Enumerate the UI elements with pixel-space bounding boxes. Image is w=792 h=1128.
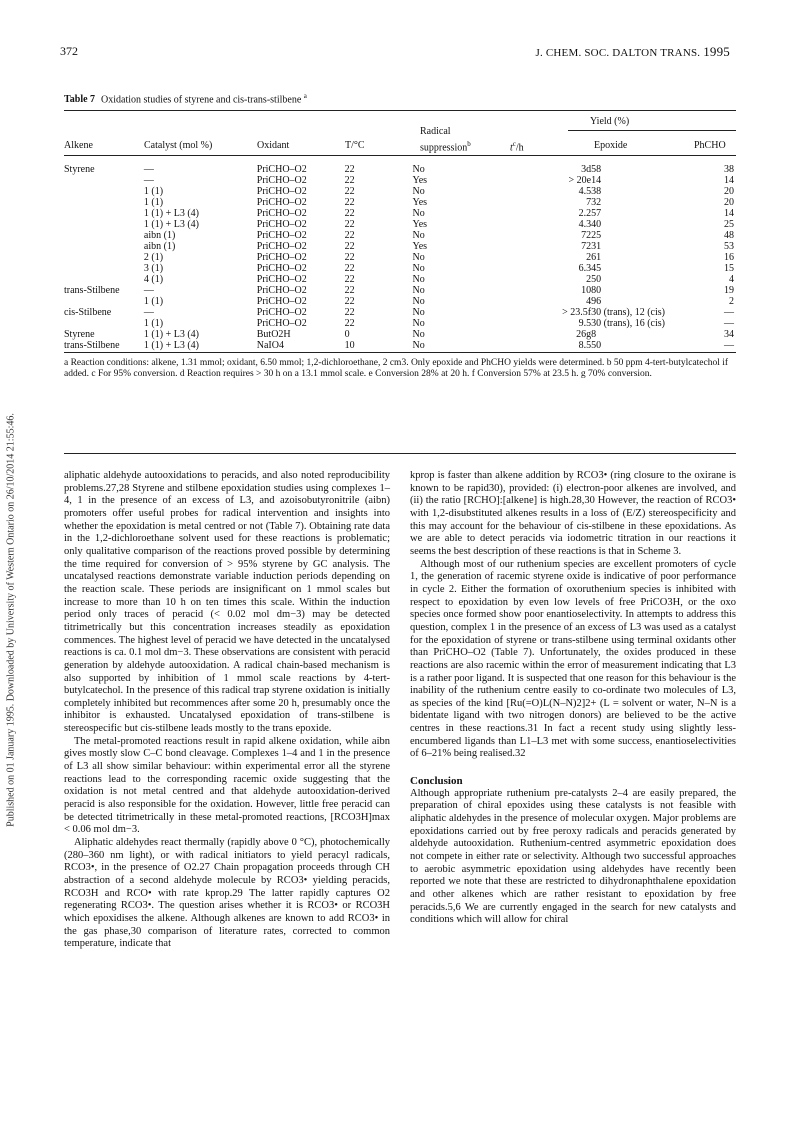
table-cell: — xyxy=(724,318,734,329)
table-cell: 22 xyxy=(344,318,355,329)
table-cell: No xyxy=(412,329,425,340)
table-cell: 22 xyxy=(344,219,355,230)
table-cell: PriCHO–O2 xyxy=(256,285,307,296)
conclusion-paragraph: Although appropriate ruthenium pre-catalysts 2–4 are easily prepared, the preparation of chiral epoxides using these catalysts is not feasible with aliphatic aldehydes in the presence of molecular oxygen. Major problems are epoxidations carried out by free peroxy radicals and peracids generated by aldehyde autooxidation. Ruthenium-centred asymmetric epoxidation does not compete in either rate or selectivity. Although two successful approaches to aerobic asymmetric epoxidation using aldehydes have recently been reported we note that these are restricted to dihydronaphthalene epoxidation and other alkenes which are rather resistant to epoxidation by free peracids.5,6 We are currently engaged in the search for new catalysts and conditions which will allow for chiral xyxy=(410,787,736,926)
table-cell: 31 xyxy=(591,241,602,252)
table-cell: PriCHO–O2 xyxy=(256,318,307,329)
table-cell: 14 xyxy=(591,175,602,186)
journal-year: 1995 xyxy=(703,44,730,59)
table-cell: 22 xyxy=(344,230,355,241)
table-cell: 20 xyxy=(724,197,734,208)
table-cell: 2 xyxy=(586,252,592,263)
conclusion-heading: Conclusion xyxy=(410,775,463,788)
table-cell: Styrene xyxy=(64,329,95,340)
table-cell: trans-Stilbene xyxy=(64,340,120,351)
table-cell: PriCHO–O2 xyxy=(256,219,307,230)
table-cell: No xyxy=(412,296,425,307)
table-row xyxy=(64,219,734,230)
col-header-temperature: T/°C xyxy=(345,140,365,151)
table-cell: No xyxy=(412,263,425,274)
table-cell: 8.5 xyxy=(578,340,592,351)
table-cell: 50 xyxy=(591,274,602,285)
table-cell: No xyxy=(412,186,425,197)
table-cell: 6.3 xyxy=(578,263,592,274)
table-cell: 8 xyxy=(591,329,597,340)
table-cell xyxy=(64,219,144,230)
table-cell: PriCHO–O2 xyxy=(256,307,307,318)
col-header-epoxide: Epoxide xyxy=(594,140,628,151)
table-cell: 45 xyxy=(591,263,602,274)
table-cell: PriCHO–O2 xyxy=(256,208,307,219)
table-cell: — xyxy=(143,285,154,296)
table-cell: — xyxy=(143,164,154,175)
table-row xyxy=(64,307,734,318)
yield-rule xyxy=(568,130,736,131)
table-row xyxy=(64,175,734,186)
table-cell: 7 xyxy=(586,197,592,208)
table-cell: — xyxy=(143,175,154,186)
table-cell: 80 xyxy=(591,285,602,296)
table-cell xyxy=(64,274,144,285)
table-cell: 22 xyxy=(344,285,355,296)
table-cell: 22 xyxy=(344,252,355,263)
table-cell: PriCHO–O2 xyxy=(256,230,307,241)
right-column xyxy=(410,470,736,927)
table-row xyxy=(64,208,734,219)
radical-header-line1: Radical xyxy=(420,126,451,137)
table-cell xyxy=(64,252,144,263)
col-header-oxidant: Oxidant xyxy=(257,140,290,151)
table-cell: 0 xyxy=(344,329,350,340)
table-row xyxy=(64,241,734,252)
table-cell: No xyxy=(412,285,425,296)
table-cell: PriCHO–O2 xyxy=(256,252,307,263)
table-row xyxy=(64,274,734,285)
table-cell: 3 (1) xyxy=(143,263,164,274)
table-cell: 25 xyxy=(591,230,602,241)
table-cell: 96 xyxy=(591,296,602,307)
table-cell: 1 (1) + L3 (4) xyxy=(143,208,199,219)
paragraph: aliphatic aldehyde autooxidations to peracids, and also noted reproducibility problems.27,28 Styrene and stilbene epoxidation studies using complexes 1–4, 1 in the presence of an excess of L3, and azoisobutyronitrile (aibn) promoters offer useful probes for radical intervention and insights into whether the epoxidation is metal centred or not (Table 7). Obtaining rate data in the 1,2-dichloroethane solvent used for these reactions is problematic; only qualitative comparison of the reactions proved possible by determining the time required for conversion of > 95% styrene by GC analysis. The uncatalysed reactions demonstrate variable induction periods depending on the reaction scale. These periods are insignificant on 1 mmol scales but increase to more than 10 h on ten times this scale. Within the induction period only traces of peracid (< 0.02 mol dm−3) may be detected titrimetrically but this concentration increases steadily as epoxidation commences. The highest level of peracid we have detected in the uncatalysed reactions is ca. 0.1 mol dm−3. These observations are consistent with peracid generation by aldehyde autooxidation. A radical chain-based mechanism is also supported by inhibition of 1 mmol scale reactions by 4-tert-butylcatechol. In the presence of this radical trap styrene oxidation is initially completely inhibited but recommences after some 20 h, presumably once the inhibitor is exhausted. Uncatalysed epoxidation of trans-stilbene is stereospecific but cis-stilbene leads mostly to the trans epoxide. xyxy=(64,470,390,735)
table-cell: 14 xyxy=(724,175,734,186)
table-cell: — xyxy=(724,307,734,318)
table-cell: trans-Stilbene xyxy=(64,285,120,296)
table-cell: 22 xyxy=(344,263,355,274)
table-cell: 22 xyxy=(344,186,355,197)
table-cell: 30 (trans), 16 (cis) xyxy=(591,318,665,329)
table-cell: cis-Stilbene xyxy=(64,307,112,318)
table-cell: — xyxy=(724,340,734,351)
table-cell: 48 xyxy=(724,230,734,241)
table-cell: No xyxy=(412,318,425,329)
table-row xyxy=(64,318,734,329)
table-cell: 38 xyxy=(591,186,602,197)
table-cell: 26g xyxy=(576,329,592,340)
table-cell: 1 (1) xyxy=(143,197,164,208)
table-cell: > 23.5f xyxy=(562,307,592,318)
table-cell: Yes xyxy=(412,197,428,208)
table-cell: 22 xyxy=(344,175,355,186)
table-cell: 1 (1) + L3 (4) xyxy=(143,219,199,230)
paragraph: Although most of our ruthenium species are excellent promoters of cycle 1, the generation of racemic styrene oxide is indicative of poor performance in cycle 2. Either the formation of oxoruthenium species is inhibited with respect to epoxidation by even low levels of free PriCO3H, or the oxo species once formed show poor enantioselectivity. In attempts to address this question, complex 1 in the presence of an excess of L3 was used as a catalyst for the epoxidation of styrene or trans-stilbene using terminal oxidants other than PriCHO–O2 (Table 7). Unfortunately, the oxides produced in these reactions are also racemic within the error of measurement indicating that L3 is a rather poor ligand. It is suspected that one reason for this behaviour is the inability of the ruthenium centre easily to co-ordinate two molecules of L3, as species of the kind [Ru(=O)L(N–N)2]2+ (L = solvent or water, N–N is a bidentate ligand with two nitrogen donors) are believed to be the active centres in these reactions.31 In fact a recent study using slightly less-encumbered ligands than L1–L3 met with some success, enantioselectivities of 6–21% being realised.32 xyxy=(410,558,736,760)
table-cell: 1 (1) xyxy=(143,296,164,307)
table-row xyxy=(64,296,734,307)
table-cell: 30 (trans), 12 (cis) xyxy=(591,307,665,318)
journal-name: J. CHEM. SOC. DALTON TRANS. 1995 xyxy=(535,44,730,59)
table-cell: 2 (1) xyxy=(143,252,164,263)
table-cell: ButO2H xyxy=(256,329,291,340)
table-label: Table 7 xyxy=(64,94,96,106)
col-header-alkene: Alkene xyxy=(64,140,93,151)
table-cell: No xyxy=(412,340,425,351)
table-row xyxy=(64,230,734,241)
table-cell: 1 (1) + L3 (4) xyxy=(143,329,199,340)
table-cell: PriCHO–O2 xyxy=(256,164,307,175)
table-footnote: a Reaction conditions: alkene, 1.31 mmol; oxidant, 6.50 mmol; 1,2-dichloroethane, 2 cm3. Only epoxide and PhCHO yields were determined. b 50 ppm 4-tert-butylcatechol if added. c For 95% conversion. d Reaction requires > 30 h on a 13.1 mmol scale. e Conversion 28% at 20 h. f Conversion 57% at 23.5 h. g 70% conversion. xyxy=(64,358,729,379)
table-cell: 2 xyxy=(729,296,734,307)
table-row xyxy=(64,263,734,274)
col-header-catalyst: Catalyst (mol %) xyxy=(144,140,213,151)
table-row xyxy=(64,329,734,340)
table-cell: 16 xyxy=(724,252,734,263)
table-row xyxy=(64,340,734,351)
download-watermark: Published on 01 January 1995. Downloaded by University of Western Ontario on 26/10/2014 21:55:46. xyxy=(5,413,17,827)
table-cell: 2 xyxy=(586,274,592,285)
table-cell: Yes xyxy=(412,175,428,186)
table-row xyxy=(64,186,734,197)
table-cell: 22 xyxy=(344,208,355,219)
table-cell: 4 xyxy=(729,274,734,285)
table-cell: 4 xyxy=(586,296,592,307)
table-row xyxy=(64,164,734,175)
page-header xyxy=(60,44,730,60)
table-cell: 34 xyxy=(724,329,734,340)
paragraph: Aliphatic aldehydes react thermally (rapidly above 0 °C), photochemically (280–360 nm light), or with radical initiators to yield peracyl radicals, RCO3•, in the presence of O2.27 Chain propagation proceeds through CH abstraction of a second aldehyde molecule by RCO3• yielding peracids, RCO3H and RCO• with rate kprop.29 The latter rapidly captures O2 regenerating RCO3•. The question arises whether it is RCO3• or RCO3H which epoxidises the alkene. Although alkenes are known to add RCO3• in the gas phase,30 comparison of literature rates, corrected to common temperature, indicate that xyxy=(64,837,390,950)
table-header-rule xyxy=(64,155,736,156)
table-cell: 38 xyxy=(724,164,734,175)
table-cell: 4.3 xyxy=(578,219,592,230)
table-cell xyxy=(64,263,144,274)
col-header-radical: suppression$^b$ xyxy=(420,140,471,154)
table-cell: PriCHO–O2 xyxy=(256,175,307,186)
table-cell: 50 xyxy=(591,340,602,351)
table-cell: 10 xyxy=(581,285,592,296)
paragraph: kprop is faster than alkene addition by RCO3• (ring closure to the oxirane is known to be rapid30), provided: (i) electron-poor alkenes are involved, and (ii) the ratio [RCHO]:[alkene] is high.28,30 However, the reaction of RCO3• with 1,2-disubstituted alkenes results in a loss of (E/Z) stereospecificity and this may account for the behaviour of cis-stilbene in these epoxidations. As we are able to detect peracids via iodometric titration in our reactions it seems the best description of these reactions is that in Scheme 3. xyxy=(410,470,736,557)
table-caption: Table 7 Oxidation studies of styrene and cis-trans-stilbene $^a$ xyxy=(64,92,307,106)
table-cell: 22 xyxy=(344,197,355,208)
col-header-phcho: PhCHO xyxy=(694,140,726,151)
table-cell: 1 (1) xyxy=(143,186,164,197)
table-cell: Yes xyxy=(412,241,428,252)
table-cell: No xyxy=(412,208,425,219)
table-cell: 2.2 xyxy=(578,208,592,219)
table-cell xyxy=(64,208,144,219)
table-cell: — xyxy=(143,307,154,318)
table-cell: PriCHO–O2 xyxy=(256,197,307,208)
table-cell: No xyxy=(412,274,425,285)
table-cell: No xyxy=(412,252,425,263)
table-cell xyxy=(64,186,144,197)
table-cell: aibn (1) xyxy=(143,241,176,252)
table-cell: PriCHO–O2 xyxy=(256,263,307,274)
table-cell xyxy=(64,197,144,208)
table-cell: 1 (1) xyxy=(143,318,164,329)
table-cell: 22 xyxy=(344,296,355,307)
paragraph: The metal-promoted reactions result in rapid alkene oxidation, while aibn gives mostly slow C–C bond cleavage. Complexes 1–4 and 1 in the presence of L3 all show similar behaviour: within experimental error all the styrene reactions lead to the corresponding racemic oxide suggesting that the oxidation is not metal centred and that aldehyde autooxidation-derived peracid is also responsible for the oxidation. However, little free peracid can be detected titrimetrically in these metal-promoted reactions, [RCO3H]max < 0.06 mol dm−3. xyxy=(64,735,390,836)
page-number: 372 xyxy=(60,44,78,58)
table-cell: No xyxy=(412,307,425,318)
table-cell: PriCHO–O2 xyxy=(256,241,307,252)
table-bottom-rule xyxy=(64,352,736,353)
table-cell: Styrene xyxy=(64,164,95,175)
table-cell: 14 xyxy=(724,208,734,219)
table-row xyxy=(64,197,734,208)
table-cell: PriCHO–O2 xyxy=(256,296,307,307)
table-cell: > 20e xyxy=(568,175,592,186)
table-cell xyxy=(64,318,144,329)
table-cell: No xyxy=(412,230,425,241)
table-cell: aibn (1) xyxy=(143,230,176,241)
left-column xyxy=(64,470,390,951)
table-cell: 72 xyxy=(581,230,592,241)
table-cell: 32 xyxy=(591,197,602,208)
table-cell: 61 xyxy=(591,252,602,263)
table-cell: 53 xyxy=(724,241,734,252)
table-cell xyxy=(64,241,144,252)
table-cell: Yes xyxy=(412,219,428,230)
table-cell xyxy=(64,175,144,186)
table-cell: PriCHO–O2 xyxy=(256,274,307,285)
table-cell: 22 xyxy=(344,274,355,285)
table-cell: 58 xyxy=(591,164,602,175)
table-cell: 40 xyxy=(591,219,602,230)
table-cell: 3d xyxy=(581,164,592,175)
table-top-rule xyxy=(64,110,736,111)
yield-header: Yield (%) xyxy=(590,116,630,127)
table-cell xyxy=(64,296,144,307)
table-cell: 9.5 xyxy=(578,318,592,329)
table-cell: 10 xyxy=(344,340,355,351)
col-header-time: $t^c/h$ xyxy=(510,140,524,154)
table-cell: 20 xyxy=(724,186,734,197)
table-cell: 72 xyxy=(581,241,592,252)
table-cell: 15 xyxy=(724,263,734,274)
table-cell: NaIO4 xyxy=(256,340,284,351)
section-rule xyxy=(64,453,736,454)
table-cell: PriCHO–O2 xyxy=(256,186,307,197)
table-cell: 57 xyxy=(591,208,602,219)
table-cell: 1 (1) + L3 (4) xyxy=(143,340,199,351)
table-cell xyxy=(64,230,144,241)
table-cell: 19 xyxy=(724,285,734,296)
table-row xyxy=(64,285,734,296)
table-cell: No xyxy=(412,164,425,175)
table-cell: 4.5 xyxy=(578,186,592,197)
table-cell: 4 (1) xyxy=(143,274,164,285)
table-cell: 22 xyxy=(344,241,355,252)
table-row xyxy=(64,252,734,263)
table-cell: 25 xyxy=(724,219,734,230)
table-cell: 22 xyxy=(344,164,355,175)
table-cell: 22 xyxy=(344,307,355,318)
oxidation-table xyxy=(64,164,734,351)
